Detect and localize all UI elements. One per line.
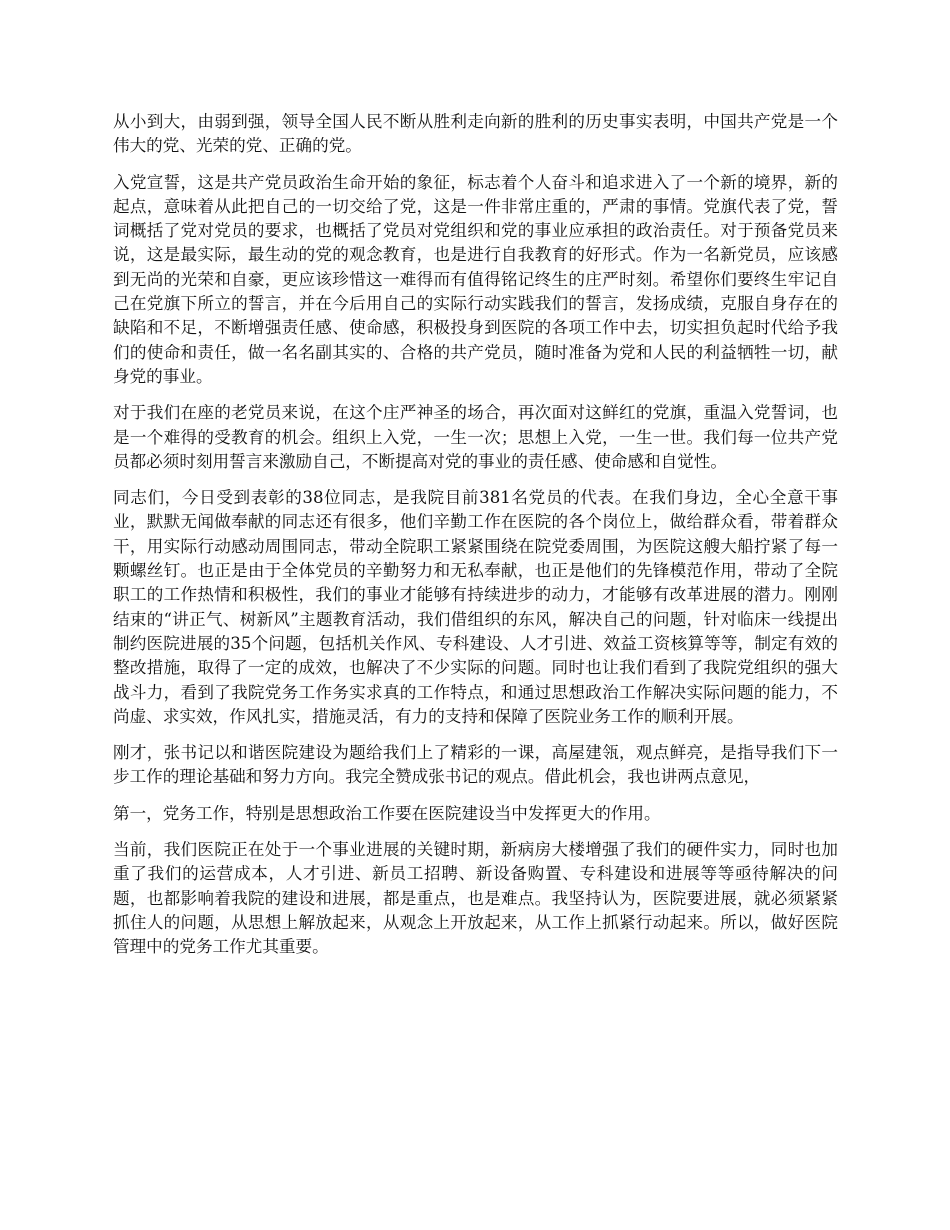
paragraph-4: 同志们，今日受到表彰的38位同志，是我院目前381名党员的代表。在我们身边，全心全意干事业，默默无闻做奉献的同志还有很多，他们辛勤工作在医院的各个岗位上，做给群众看，带着群众干，用实际行动感动周围同志，带动全院职工紧紧围绕在院党委周围，为医院这艘大船拧紧了每一颗螺丝钉。也正是由于全体党员的辛勤努力和无私奉献，也正是他们的先锋模范作用，带动了全院职工的工作热情和积极性，我们的事业才能够有持续进步的动力，才能够有改革进展的潜力。刚刚结束的“讲正气、树新风”主题教育活动，我们借组织的东风，解决自己的问题，针对临床一线提出制约医院进展的35个问题，包括机关作风、专科建设、人才引进、效益工资核算等等，制定有效的整改措施，取得了一定的成效，也解决了不少实际的问题。同时也让我们看到了我院党组织的强大战斗力，看到了我院党务工作务实求真的工作特点，和通过思想政治工作解决实际问题的能力，不尚虚、求实效，作风扎实，措施灵活，有力的支持和保障了医院业务工作的顺利开展。 bbox=[113, 488, 838, 726]
paragraph-7: 当前，我们医院正在处于一个事业进展的关键时期，新病房大楼增强了我们的硬件实力，同时也加重了我们的运营成本，人才引进、新员工招聘、新设备购置、专科建设和进展等等亟待解决的问题，也都影响着我院的建设和进展，都是重点，也是难点。我坚持认为，医院要进展，就必须紧紧抓住人的问题，从思想上解放起来，从观念上开放起来，从工作上抓紧行动起来。所以，做好医院管理中的党务工作尤其重要。 bbox=[113, 840, 838, 957]
paragraph-1: 从小到大，由弱到强，领导全国人民不断从胜利走向新的胜利的历史事实表明，中国共产党是一个伟大的党、光荣的党、正确的党。 bbox=[113, 112, 838, 156]
document-body bbox=[113, 110, 838, 972]
paragraph-3: 对于我们在座的老党员来说，在这个庄严神圣的场合，再次面对这鲜红的党旗，重温入党誓词，也是一个难得的受教育的机会。组织上入党，一生一次；思想上入党，一生一世。我们每一位共产党员都必须时刻用誓言来激励自己，不断提高对党的事业的责任感、使命感和自觉性。 bbox=[113, 403, 838, 471]
paragraph-5: 刚才，张书记以和谐医院建设为题给我们上了精彩的一课，高屋建瓴，观点鲜亮，是指导我们下一步工作的理论基础和努力方向。我完全赞成张书记的观点。借此机会，我也讲两点意见， bbox=[113, 743, 838, 787]
paragraph-6: 第一，党务工作，特别是思想政治工作要在医院建设当中发挥更大的作用。 bbox=[113, 803, 661, 823]
paragraph-2: 入党宣誓，这是共产党员政治生命开始的象征，标志着个人奋斗和追求进入了一个新的境界，新的起点，意味着从此把自己的一切交给了党，这是一件非常庄重的，严肃的事情。党旗代表了党，誓词概括了党对党员的要求，也概括了党员对党组织和党的事业应承担的政治责任。对于预备党员来说，这是最实际，最生动的党的观念教育，也是进行自我教育的好形式。作为一名新党员，应该感到无尚的光荣和自豪，更应该珍惜这一难得而有值得铭记终生的庄严时刻。希望你们要终生牢记自己在党旗下所立的誓言，并在今后用自己的实际行动实践我们的誓言，发扬成绩，克服自身存在的缺陷和不足，不断增强责任感、使命感，积极投身到医院的各项工作中去，切实担负起时代给予我们的使命和责任，做一名名副其实的、合格的共产党员，随时准备为党和人民的利益牺牲一切，献身党的事业。 bbox=[113, 172, 838, 386]
